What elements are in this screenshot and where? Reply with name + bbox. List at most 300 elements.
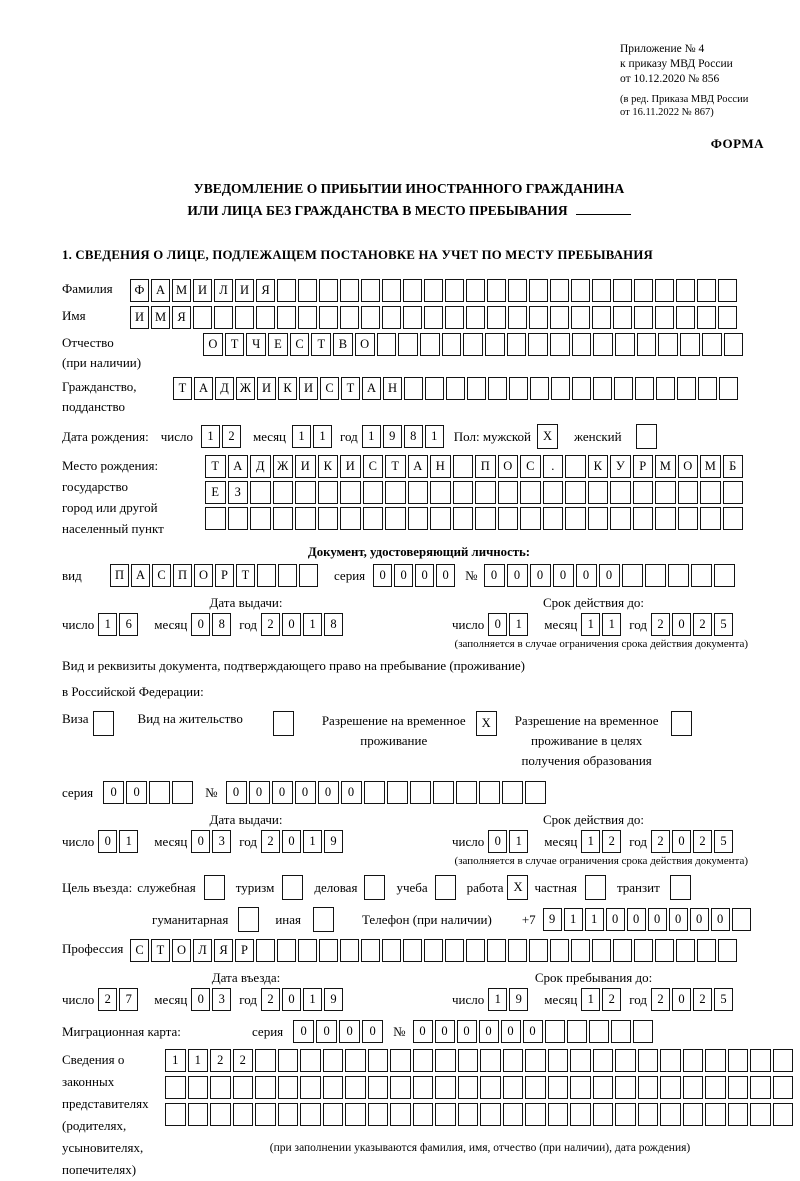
form-cell[interactable] xyxy=(697,939,716,962)
form-cell[interactable]: 9 xyxy=(543,908,562,931)
form-cell[interactable] xyxy=(773,1103,794,1126)
form-cell[interactable] xyxy=(345,1103,366,1126)
form-cell[interactable]: 1 xyxy=(188,1049,209,1072)
form-cell[interactable]: 0 xyxy=(672,613,691,636)
form-cell[interactable]: И xyxy=(299,377,318,400)
form-cell[interactable] xyxy=(382,306,401,329)
form-cell[interactable]: И xyxy=(235,279,254,302)
form-cell[interactable] xyxy=(543,481,564,504)
form-cell[interactable]: 0 xyxy=(272,781,293,804)
form-cell[interactable] xyxy=(319,306,338,329)
form-cell[interactable] xyxy=(593,1049,614,1072)
form-cell[interactable] xyxy=(633,507,654,530)
form-cell[interactable] xyxy=(413,1103,434,1126)
form-cell[interactable]: О xyxy=(203,333,223,356)
form-cell[interactable]: 1 xyxy=(303,988,322,1011)
form-cell[interactable] xyxy=(635,377,654,400)
form-cell[interactable] xyxy=(660,1049,681,1072)
form-cell[interactable] xyxy=(398,333,418,356)
form-cell[interactable]: А xyxy=(228,455,249,478)
form-cell[interactable]: О xyxy=(678,455,699,478)
form-cell[interactable] xyxy=(188,1076,209,1099)
form-cell[interactable]: 0 xyxy=(435,1020,455,1043)
form-cell[interactable] xyxy=(718,279,737,302)
form-cell[interactable] xyxy=(700,481,721,504)
form-cell[interactable] xyxy=(172,781,193,804)
form-cell[interactable] xyxy=(705,1049,726,1072)
form-cell[interactable] xyxy=(466,306,485,329)
form-cell[interactable] xyxy=(658,333,678,356)
form-cell[interactable] xyxy=(364,781,385,804)
form-cell[interactable] xyxy=(520,507,541,530)
form-cell[interactable] xyxy=(214,306,233,329)
form-cell[interactable]: П xyxy=(475,455,496,478)
form-cell[interactable] xyxy=(255,1076,276,1099)
form-cell[interactable]: 2 xyxy=(261,613,280,636)
form-cell[interactable]: 0 xyxy=(318,781,339,804)
form-cell[interactable]: 1 xyxy=(581,613,600,636)
form-cell[interactable] xyxy=(773,1049,794,1072)
form-cell[interactable]: Р xyxy=(235,939,254,962)
form-cell[interactable] xyxy=(634,939,653,962)
form-cell[interactable] xyxy=(503,1076,524,1099)
form-cell[interactable]: А xyxy=(151,279,170,302)
form-cell[interactable]: 0 xyxy=(282,613,301,636)
form-cell[interactable] xyxy=(282,875,303,900)
form-cell[interactable] xyxy=(548,1049,569,1072)
form-cell[interactable]: 2 xyxy=(693,988,712,1011)
form-cell[interactable]: 0 xyxy=(488,830,507,853)
form-cell[interactable] xyxy=(149,781,170,804)
form-cell[interactable] xyxy=(485,333,505,356)
form-cell[interactable] xyxy=(773,1076,794,1099)
form-cell[interactable] xyxy=(700,507,721,530)
form-cell[interactable] xyxy=(408,481,429,504)
form-cell[interactable]: 0 xyxy=(606,908,625,931)
form-cell[interactable] xyxy=(487,279,506,302)
form-cell[interactable]: 1 xyxy=(581,830,600,853)
form-cell[interactable]: 1 xyxy=(303,613,322,636)
form-cell[interactable] xyxy=(235,306,254,329)
form-cell[interactable]: 0 xyxy=(530,564,551,587)
form-cell[interactable] xyxy=(615,1103,636,1126)
form-cell[interactable] xyxy=(645,564,666,587)
form-cell[interactable]: У xyxy=(610,455,631,478)
form-cell[interactable]: 5 xyxy=(714,988,733,1011)
form-cell[interactable] xyxy=(390,1049,411,1072)
form-cell[interactable] xyxy=(445,939,464,962)
form-cell[interactable] xyxy=(585,875,606,900)
form-cell[interactable]: Т xyxy=(151,939,170,962)
form-cell[interactable] xyxy=(656,377,675,400)
form-cell[interactable] xyxy=(723,481,744,504)
form-cell[interactable] xyxy=(525,1103,546,1126)
form-cell[interactable]: О xyxy=(172,939,191,962)
form-cell[interactable]: 3 xyxy=(212,988,231,1011)
form-cell[interactable] xyxy=(592,306,611,329)
form-cell[interactable]: 6 xyxy=(119,613,138,636)
form-cell[interactable]: С xyxy=(290,333,310,356)
form-cell[interactable] xyxy=(636,424,657,449)
form-cell[interactable] xyxy=(683,1103,704,1126)
form-cell[interactable] xyxy=(318,507,339,530)
form-cell[interactable] xyxy=(425,377,444,400)
form-cell[interactable]: 0 xyxy=(507,564,528,587)
form-cell[interactable]: X xyxy=(476,711,497,736)
form-cell[interactable]: 1 xyxy=(362,425,381,448)
form-cell[interactable]: 1 xyxy=(581,988,600,1011)
form-cell[interactable]: 8 xyxy=(324,613,343,636)
form-cell[interactable] xyxy=(697,279,716,302)
form-cell[interactable] xyxy=(655,306,674,329)
form-cell[interactable] xyxy=(453,455,474,478)
form-cell[interactable]: 2 xyxy=(602,988,621,1011)
form-cell[interactable]: 1 xyxy=(425,425,444,448)
form-cell[interactable] xyxy=(565,507,586,530)
form-cell[interactable] xyxy=(593,377,612,400)
form-cell[interactable] xyxy=(719,377,738,400)
form-cell[interactable] xyxy=(319,279,338,302)
form-cell[interactable] xyxy=(530,377,549,400)
form-cell[interactable]: Я xyxy=(172,306,191,329)
form-cell[interactable]: Л xyxy=(214,279,233,302)
form-cell[interactable] xyxy=(298,306,317,329)
form-cell[interactable] xyxy=(503,1103,524,1126)
form-cell[interactable]: П xyxy=(110,564,129,587)
form-cell[interactable]: И xyxy=(257,377,276,400)
form-cell[interactable] xyxy=(368,1076,389,1099)
form-cell[interactable] xyxy=(368,1103,389,1126)
form-cell[interactable] xyxy=(698,377,717,400)
form-cell[interactable] xyxy=(613,939,632,962)
form-cell[interactable]: 2 xyxy=(651,830,670,853)
form-cell[interactable] xyxy=(458,1049,479,1072)
form-cell[interactable]: 2 xyxy=(651,613,670,636)
form-cell[interactable] xyxy=(508,279,527,302)
form-cell[interactable]: Д xyxy=(250,455,271,478)
form-cell[interactable]: М xyxy=(151,306,170,329)
form-cell[interactable] xyxy=(702,333,722,356)
form-cell[interactable] xyxy=(273,507,294,530)
form-cell[interactable] xyxy=(340,306,359,329)
form-cell[interactable]: И xyxy=(130,306,149,329)
form-cell[interactable]: 0 xyxy=(339,1020,360,1043)
form-cell[interactable] xyxy=(458,1076,479,1099)
form-cell[interactable]: 1 xyxy=(165,1049,186,1072)
form-cell[interactable]: С xyxy=(520,455,541,478)
form-cell[interactable]: Я xyxy=(256,279,275,302)
form-cell[interactable] xyxy=(550,939,569,962)
form-cell[interactable]: X xyxy=(537,424,558,449)
form-cell[interactable]: 1 xyxy=(585,908,604,931)
form-cell[interactable] xyxy=(610,507,631,530)
form-cell[interactable] xyxy=(610,481,631,504)
form-cell[interactable]: 0 xyxy=(415,564,434,587)
form-cell[interactable]: 1 xyxy=(292,425,311,448)
form-cell[interactable]: 1 xyxy=(602,613,621,636)
form-cell[interactable] xyxy=(188,1103,209,1126)
form-cell[interactable] xyxy=(238,907,259,932)
form-cell[interactable] xyxy=(498,481,519,504)
form-cell[interactable] xyxy=(637,333,657,356)
form-cell[interactable] xyxy=(364,875,385,900)
form-cell[interactable] xyxy=(277,279,296,302)
form-cell[interactable] xyxy=(430,481,451,504)
form-cell[interactable]: 9 xyxy=(324,988,343,1011)
form-cell[interactable]: 0 xyxy=(523,1020,543,1043)
form-cell[interactable] xyxy=(550,279,569,302)
form-cell[interactable] xyxy=(487,306,506,329)
form-cell[interactable]: Я xyxy=(214,939,233,962)
form-cell[interactable] xyxy=(340,481,361,504)
form-cell[interactable] xyxy=(435,875,456,900)
form-cell[interactable]: А xyxy=(131,564,150,587)
form-cell[interactable] xyxy=(508,306,527,329)
form-cell[interactable] xyxy=(750,1076,771,1099)
form-cell[interactable] xyxy=(233,1076,254,1099)
form-cell[interactable] xyxy=(475,507,496,530)
form-cell[interactable]: 0 xyxy=(191,988,210,1011)
form-cell[interactable] xyxy=(299,564,318,587)
form-cell[interactable] xyxy=(300,1103,321,1126)
form-cell[interactable] xyxy=(588,481,609,504)
form-cell[interactable]: А xyxy=(194,377,213,400)
form-cell[interactable]: 0 xyxy=(672,830,691,853)
form-cell[interactable]: 7 xyxy=(119,988,138,1011)
form-cell[interactable] xyxy=(670,875,691,900)
form-cell[interactable] xyxy=(424,279,443,302)
form-cell[interactable]: А xyxy=(362,377,381,400)
form-cell[interactable]: 0 xyxy=(191,830,210,853)
form-cell[interactable] xyxy=(313,907,334,932)
form-cell[interactable] xyxy=(548,1103,569,1126)
form-cell[interactable] xyxy=(634,279,653,302)
form-cell[interactable] xyxy=(671,711,692,736)
form-cell[interactable] xyxy=(403,306,422,329)
form-cell[interactable] xyxy=(277,939,296,962)
form-cell[interactable] xyxy=(571,306,590,329)
form-cell[interactable] xyxy=(550,333,570,356)
form-cell[interactable] xyxy=(319,939,338,962)
form-cell[interactable] xyxy=(390,1103,411,1126)
form-cell[interactable]: 2 xyxy=(693,830,712,853)
form-cell[interactable] xyxy=(385,481,406,504)
form-cell[interactable]: И xyxy=(295,455,316,478)
form-cell[interactable] xyxy=(255,1103,276,1126)
form-cell[interactable] xyxy=(550,306,569,329)
form-cell[interactable]: К xyxy=(278,377,297,400)
form-cell[interactable] xyxy=(655,939,674,962)
form-cell[interactable]: М xyxy=(700,455,721,478)
form-cell[interactable] xyxy=(660,1103,681,1126)
form-cell[interactable] xyxy=(433,781,454,804)
form-cell[interactable] xyxy=(655,279,674,302)
form-cell[interactable] xyxy=(93,711,114,736)
form-cell[interactable] xyxy=(345,1076,366,1099)
form-cell[interactable] xyxy=(728,1103,749,1126)
form-cell[interactable] xyxy=(525,781,546,804)
form-cell[interactable]: 0 xyxy=(373,564,392,587)
form-cell[interactable] xyxy=(750,1049,771,1072)
form-cell[interactable] xyxy=(705,1076,726,1099)
form-cell[interactable]: 2 xyxy=(651,988,670,1011)
form-cell[interactable]: 0 xyxy=(669,908,688,931)
form-cell[interactable]: Т xyxy=(205,455,226,478)
form-cell[interactable] xyxy=(615,333,635,356)
form-cell[interactable] xyxy=(323,1049,344,1072)
form-cell[interactable] xyxy=(677,377,696,400)
form-cell[interactable] xyxy=(655,481,676,504)
form-cell[interactable]: О xyxy=(498,455,519,478)
form-cell[interactable] xyxy=(543,507,564,530)
form-cell[interactable]: П xyxy=(173,564,192,587)
form-cell[interactable] xyxy=(718,306,737,329)
form-cell[interactable] xyxy=(593,1103,614,1126)
form-cell[interactable] xyxy=(633,1020,653,1043)
form-cell[interactable] xyxy=(525,1049,546,1072)
form-cell[interactable] xyxy=(480,1049,501,1072)
form-cell[interactable] xyxy=(445,306,464,329)
form-cell[interactable] xyxy=(210,1076,231,1099)
form-cell[interactable] xyxy=(390,1076,411,1099)
form-cell[interactable]: 0 xyxy=(98,830,117,853)
form-cell[interactable] xyxy=(572,333,592,356)
form-cell[interactable]: Р xyxy=(215,564,234,587)
form-cell[interactable] xyxy=(413,1076,434,1099)
form-cell[interactable]: 2 xyxy=(261,988,280,1011)
form-cell[interactable] xyxy=(551,377,570,400)
form-cell[interactable] xyxy=(718,939,737,962)
form-cell[interactable]: З xyxy=(228,481,249,504)
form-cell[interactable] xyxy=(479,781,500,804)
form-cell[interactable] xyxy=(634,306,653,329)
form-cell[interactable] xyxy=(676,279,695,302)
form-cell[interactable]: 0 xyxy=(316,1020,337,1043)
form-cell[interactable]: 0 xyxy=(576,564,597,587)
form-cell[interactable]: Р xyxy=(633,455,654,478)
form-cell[interactable]: Л xyxy=(193,939,212,962)
form-cell[interactable] xyxy=(298,939,317,962)
form-cell[interactable] xyxy=(638,1103,659,1126)
form-cell[interactable] xyxy=(615,1049,636,1072)
form-cell[interactable]: 2 xyxy=(602,830,621,853)
form-cell[interactable] xyxy=(592,939,611,962)
form-cell[interactable] xyxy=(277,306,296,329)
form-cell[interactable] xyxy=(295,481,316,504)
form-cell[interactable] xyxy=(323,1076,344,1099)
form-cell[interactable] xyxy=(466,279,485,302)
form-cell[interactable] xyxy=(683,1049,704,1072)
form-cell[interactable]: Б xyxy=(723,455,744,478)
form-cell[interactable] xyxy=(732,908,751,931)
form-cell[interactable]: 0 xyxy=(103,781,124,804)
form-cell[interactable] xyxy=(453,507,474,530)
form-cell[interactable]: С xyxy=(363,455,384,478)
form-cell[interactable] xyxy=(345,1049,366,1072)
form-cell[interactable]: 0 xyxy=(394,564,413,587)
form-cell[interactable] xyxy=(435,1103,456,1126)
form-cell[interactable] xyxy=(593,333,613,356)
form-cell[interactable]: 1 xyxy=(313,425,332,448)
form-cell[interactable] xyxy=(475,481,496,504)
form-cell[interactable]: Ч xyxy=(246,333,266,356)
form-cell[interactable]: 9 xyxy=(509,988,528,1011)
form-cell[interactable] xyxy=(724,333,744,356)
form-cell[interactable]: 0 xyxy=(648,908,667,931)
form-cell[interactable] xyxy=(633,481,654,504)
form-cell[interactable]: 0 xyxy=(191,613,210,636)
form-cell[interactable] xyxy=(570,1049,591,1072)
form-cell[interactable] xyxy=(403,279,422,302)
form-cell[interactable] xyxy=(588,507,609,530)
form-cell[interactable] xyxy=(529,939,548,962)
form-cell[interactable] xyxy=(723,507,744,530)
form-cell[interactable] xyxy=(273,481,294,504)
form-cell[interactable]: О xyxy=(194,564,213,587)
form-cell[interactable]: 0 xyxy=(672,988,691,1011)
form-cell[interactable] xyxy=(480,1103,501,1126)
form-cell[interactable]: 2 xyxy=(693,613,712,636)
form-cell[interactable] xyxy=(480,1076,501,1099)
form-cell[interactable] xyxy=(680,333,700,356)
form-cell[interactable] xyxy=(520,481,541,504)
form-cell[interactable] xyxy=(615,1076,636,1099)
form-cell[interactable]: С xyxy=(320,377,339,400)
form-cell[interactable] xyxy=(676,306,695,329)
form-cell[interactable]: 1 xyxy=(201,425,220,448)
form-cell[interactable] xyxy=(453,481,474,504)
form-cell[interactable] xyxy=(385,507,406,530)
form-cell[interactable] xyxy=(502,781,523,804)
form-cell[interactable] xyxy=(300,1076,321,1099)
form-cell[interactable]: Е xyxy=(205,481,226,504)
form-cell[interactable] xyxy=(697,306,716,329)
form-cell[interactable] xyxy=(503,1049,524,1072)
form-cell[interactable]: Т xyxy=(173,377,192,400)
form-cell[interactable]: 0 xyxy=(501,1020,521,1043)
form-cell[interactable] xyxy=(548,1076,569,1099)
form-cell[interactable]: 2 xyxy=(222,425,241,448)
form-cell[interactable] xyxy=(613,279,632,302)
form-cell[interactable] xyxy=(250,481,271,504)
form-cell[interactable] xyxy=(205,507,226,530)
form-cell[interactable] xyxy=(572,377,591,400)
form-cell[interactable] xyxy=(278,564,297,587)
form-cell[interactable]: 0 xyxy=(553,564,574,587)
form-cell[interactable] xyxy=(256,306,275,329)
form-cell[interactable] xyxy=(668,564,689,587)
form-cell[interactable]: 0 xyxy=(226,781,247,804)
form-cell[interactable] xyxy=(250,507,271,530)
form-cell[interactable] xyxy=(300,1049,321,1072)
form-cell[interactable]: 0 xyxy=(479,1020,499,1043)
form-cell[interactable] xyxy=(467,377,486,400)
form-cell[interactable]: К xyxy=(318,455,339,478)
form-cell[interactable] xyxy=(705,1103,726,1126)
form-cell[interactable] xyxy=(613,306,632,329)
form-cell[interactable]: 0 xyxy=(341,781,362,804)
form-cell[interactable] xyxy=(508,939,527,962)
form-cell[interactable] xyxy=(361,279,380,302)
form-cell[interactable]: С xyxy=(152,564,171,587)
form-cell[interactable]: 1 xyxy=(98,613,117,636)
form-cell[interactable] xyxy=(545,1020,565,1043)
form-cell[interactable] xyxy=(466,939,485,962)
form-cell[interactable] xyxy=(340,939,359,962)
form-cell[interactable] xyxy=(361,306,380,329)
form-cell[interactable]: 2 xyxy=(98,988,117,1011)
form-cell[interactable]: Ж xyxy=(273,455,294,478)
